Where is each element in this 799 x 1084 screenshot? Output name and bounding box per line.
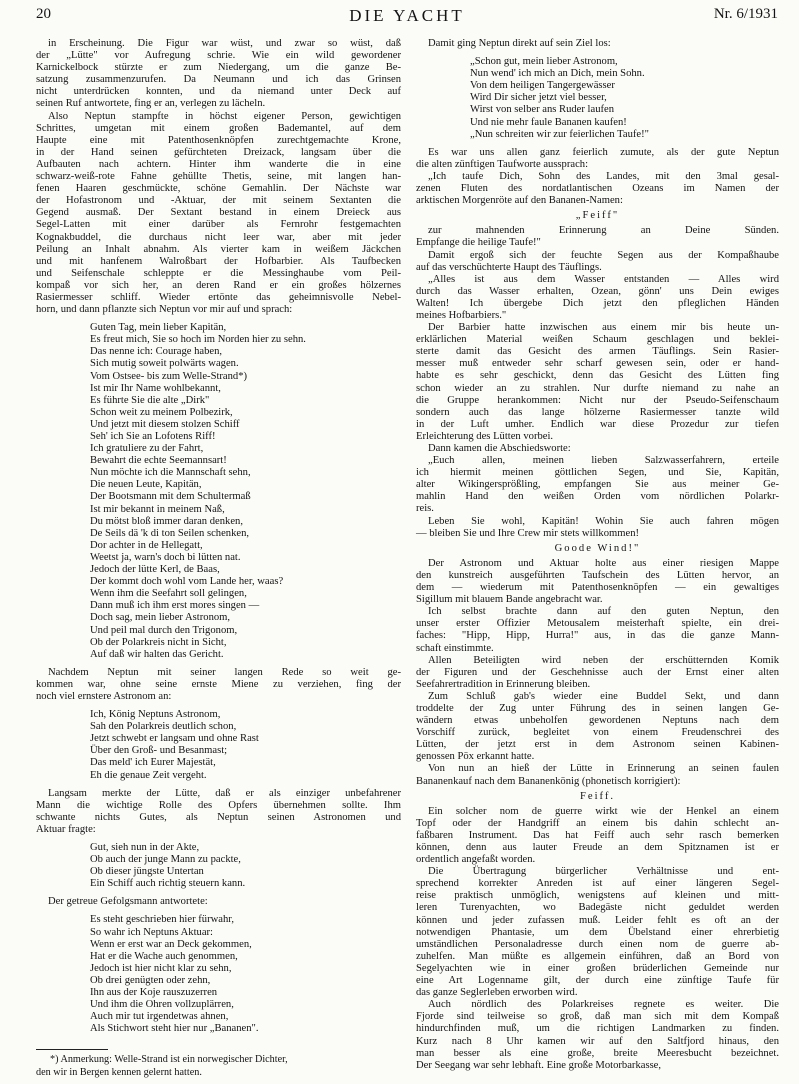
text-line: sterte damit das Gesicht des armen Täuflings. Sein Rasier- <box>416 346 779 358</box>
paragraph <box>36 38 401 111</box>
text-line: der „Lütte" vor Aufregung schrie. Wie ein wild gewordener <box>36 50 401 62</box>
verse-block <box>90 914 401 1035</box>
text-line: Ich, König Neptuns Astronom, <box>90 709 221 721</box>
text-line: arktischen Morgenröte auf den Bananen-Namen: <box>416 195 623 207</box>
text-line: schon wieder an zu strahlen. Nur durfte niemand zu nahe an <box>416 382 779 394</box>
text-line: dem — wiederum mit Patenthosenknöpfen — ein gewaltiges <box>416 582 779 594</box>
text-line: „Schon gut, mein lieber Astronom, <box>470 56 618 68</box>
text-line: Feiff. <box>579 790 616 802</box>
text-line: in der Luft umher. Endlich war diese Prozedur zur tiefen <box>416 418 779 430</box>
text-line: Die neuen Leute, Kapitän, <box>90 479 202 491</box>
paragraph <box>36 667 401 703</box>
text-line: Von dem heiligen Tangergewässer <box>470 80 615 92</box>
text-line: Der Bootsmann mit dem Schultermaß <box>90 491 251 503</box>
verse-block <box>90 842 401 890</box>
text-line: Der getreue Gefolgsmann antwortete: <box>48 896 208 908</box>
paragraph <box>416 999 779 1072</box>
text-line: schaft einstimmte. <box>416 642 494 654</box>
text-line: auf das verschüchterte Haupt des Täuflings. <box>416 261 602 273</box>
text-line: man besser als eine große, breite Meeresbucht bezeichnet. <box>416 1047 779 1059</box>
text-line: Ob der Polarkreis nicht in Sicht, <box>90 636 227 648</box>
text-line: schwante nichts Gutes, als Neptun seinen Astronomen und <box>36 811 401 823</box>
text-line: und mit hanfenem Walroßbart der Hofbarbier. Als Taufbecken <box>36 255 401 267</box>
paragraph <box>416 38 779 50</box>
text-line: Das meld' ich Eurer Majestät, <box>90 757 216 769</box>
paragraph <box>416 274 779 322</box>
text-line: Das nenne ich: Courage haben, <box>90 346 223 358</box>
page-number: 20 <box>36 6 51 22</box>
text-line: reise praktisch unmöglich, wenigstens auf kleinen und mitt- <box>416 890 779 902</box>
text-line: Und jetzt mit diesem stolzen Schiff <box>90 418 240 430</box>
text-line: „Feiff" <box>575 210 620 222</box>
text-line: können, denn aus lauter Freude an dem Spitznamen ist er <box>416 842 779 853</box>
text-line: Die Übertragung bürgerlicher Verhältnisse und ent- <box>428 866 779 878</box>
text-line: Dann muß ich ihm erst mores singen — <box>90 600 260 612</box>
text-line: Als Stichwort steht hier nur „Bananen". <box>90 1023 259 1035</box>
text-line: Kognakbuddel, die durchaus nicht leer war, aber mit jeder <box>36 231 401 243</box>
text-line: Und nie mehr faule Bananen kaufen! <box>470 116 627 128</box>
text-line: Dann kamen die Abschiedsworte: <box>428 443 571 454</box>
text-line: Jedoch der lütte Kerl, de Baas, <box>90 564 220 576</box>
text-line: Lütten, der jetzt erst in dem Astronom seinen Kabinen- <box>416 739 779 751</box>
text-line: Ob drei genügten oder zehn, <box>90 974 211 986</box>
text-line: Fjorde sind teilweise so groß, daß man sich mit dem Kompaß <box>416 1011 779 1023</box>
text-line: Es führte Sie die alte „Dirk" <box>90 394 210 406</box>
right-column <box>416 38 779 1075</box>
text-line: die alten zünftigen Taufworte aussprach: <box>416 158 589 170</box>
text-line: Wenn ihm die Seefahrt soll gelingen, <box>90 588 247 600</box>
text-line: habte es sehr geschickt, denn das Gesicht des Lütten fing <box>416 370 779 382</box>
verse-block <box>90 709 401 782</box>
text-line: Also Neptun stampfte in höchst eigener Person, gewichtigen <box>48 110 401 122</box>
text-line: zuhelfen. Man müßte es allgemein einführen, daß an Bord von <box>416 950 779 962</box>
text-line: Auch mir tut irgendetwas ahnen, <box>90 1011 229 1023</box>
text-line: So wahr ich Neptuns Aktuar: <box>90 926 213 938</box>
text-line: Guten Tag, mein lieber Kapitän, <box>90 322 227 334</box>
text-line: faches: "Hipp, Hipp, Hurra!" aus, in das die ganze Mann- <box>416 630 779 642</box>
text-line: Mann die wichtige Rolle des Opfers übernehmen sollte. Ihm <box>36 799 401 811</box>
text-line: Dor achter in de Hellegatt, <box>90 539 203 551</box>
text-line: können und jeder zufassen muß. Leider fehlt es oft an der <box>416 914 779 926</box>
text-line: Auf daß wir halten das Gericht. <box>90 648 224 660</box>
text-line: Haupte eine mit Patenthosenknöpfen zurechtgemachte Krone, <box>36 134 401 146</box>
paragraph <box>416 250 779 274</box>
text-line: Der Astronom und Aktuar holte aus einer riesigen Mappe <box>428 557 779 569</box>
text-line: in der Hand seinen gefürchteten Dreizack, langsam über die <box>36 146 401 158</box>
text-line: Vom Ostsee- bis zum Welle-Strand*) <box>90 370 248 382</box>
centered-line <box>416 543 779 555</box>
text-line: eine Art Logenname gilt, der durch eine zünftige Taufe für <box>416 975 779 987</box>
footnote <box>36 1054 401 1078</box>
text-line: Nachdem Neptun mit seiner langen Rede so weit ge- <box>48 666 401 678</box>
text-line: faßbaren Instrument. Das hat Feiff auch sehr rasch bemerken <box>416 829 779 841</box>
text-line: Wird Dir sicher jetzt viel besser, <box>470 92 607 104</box>
verse-block <box>470 56 779 141</box>
text-line: messer muß entweder sehr scharf gewesen sein, oder er hand- <box>416 358 779 370</box>
text-line: Nun wend' ich mich an Dich, mein Sohn. <box>470 68 645 80</box>
text-line: noch viel ernstere Astronom an: <box>36 690 172 702</box>
paragraph <box>416 443 779 455</box>
text-line: den kunstreich ausgeführten Taufschein des Lütten hervor, an <box>416 569 779 581</box>
text-line: Doch sag, mein lieber Astronom, <box>90 612 231 624</box>
text-line: Walten! Ich übergebe Dich jetzt den pfleglichen Händen <box>416 297 779 309</box>
paragraph <box>416 225 779 249</box>
text-line: durch das Wasser erhalten, Ozean, gönn' uns Dein ewiges <box>416 285 779 297</box>
text-line: Sigillum mit blauem Bande angebracht war. <box>416 594 603 606</box>
text-line: fenen Haaren geschmückte, schöne Gemahlin. Der Nächste war <box>36 183 401 195</box>
text-line: meines Hofbarbiers." <box>416 309 507 321</box>
left-column <box>36 38 401 1079</box>
text-line: der Hofastronom und -Aktuar, der mit seinem Sextanten die <box>36 195 401 207</box>
paragraph <box>36 788 401 836</box>
text-line: Der Barbier hatte inzwischen aus einem mir bis heute un- <box>428 322 779 334</box>
text-line: der Figuren und der Geschehnisse auch der Ernst einer alten <box>416 666 779 678</box>
text-line: notwendigen Phantasie, um dem Übelstand einer ehrerbietig <box>416 926 779 938</box>
verse-block <box>90 322 401 661</box>
text-line: satzung zusammenzurufen. Da Neumann und ich das Grinsen <box>36 74 401 86</box>
text-line: Topf oder der Handgriff an einem bis dahin schlecht an- <box>416 817 779 829</box>
text-line: Über den Groß- und Besanmast; <box>90 745 228 757</box>
text-line: Kurz nach 8 Uhr kamen wir auf den Saltfjord hinaus, den <box>416 1035 779 1047</box>
text-line: Segel-Latten mit einer darüber als Fernrohr festgemachten <box>36 219 401 231</box>
text-line: kompaß vor sich her, an deren Rand er ein großes hölzernes <box>36 279 401 291</box>
text-line: Karnickelbock stürzte er zum Niedergang, um die ganze Be- <box>36 62 401 74</box>
text-line: das ganze Seglerleben erworben wird. <box>416 987 578 999</box>
text-line: Ob auch der junge Mann zu packte, <box>90 854 241 866</box>
paragraph <box>416 866 779 999</box>
text-line: Zum Schluß gab's wieder eine Buddel Sekt, und dann <box>428 690 779 702</box>
text-line: sprechend korrekter Anreden ist auf einer längeren Segel- <box>416 878 779 890</box>
footnote-line: den wir in Bergen kennen gelernt hatten. <box>36 1066 202 1078</box>
text-line: Wenn er erst war an Deck gekommen, <box>90 938 252 950</box>
paragraph <box>416 606 779 654</box>
text-line: Du mötst bloß immer daran denken, <box>90 515 243 527</box>
paragraph <box>36 896 401 908</box>
text-line: Sich mutig soweit polwärts wagen. <box>90 358 239 370</box>
text-line: Sah den Polarkreis deutlich schon, <box>90 721 237 733</box>
text-line: sondern auch das lange hölzerne Rasiermesser tanzte wild <box>416 406 779 418</box>
text-line: Aufbauten nach achtern. Hinter ihm wanderte die in eine <box>36 158 401 170</box>
paragraph <box>416 516 779 540</box>
text-line: erklärlichen Material weißen Schaum geschlagen und beklei- <box>416 334 779 346</box>
text-line: Damit ergoß sich der feuchte Segen aus der Kompaßhaube <box>428 249 779 261</box>
text-line: Langsam merkte der Lütte, daß er als einziger unbefahrener <box>48 787 401 799</box>
text-line: nicht unterdrücken konnten, und da niemand unter Deck auf <box>36 86 401 98</box>
text-line: Seefahrertradition in Erinnerung bleiben. <box>416 678 591 690</box>
footnote-line: *) Anmerkung: Welle-Strand ist ein norwegischer Dichter, <box>50 1054 288 1066</box>
text-line: Aktuar fragte: <box>36 823 96 835</box>
paragraph <box>416 691 779 764</box>
text-line: Schon weit zu meinem Polbezirk, <box>90 406 233 418</box>
text-line: Ein Schiff auch richtig steuern kann. <box>90 878 246 890</box>
text-line: Gegend ausmaß. Der Sextant bestand in einem Dreieck aus <box>36 207 401 219</box>
text-line: Rasiermesser schliff. Wieder ertönte das geheimnisvolle Nebel- <box>36 291 401 303</box>
text-line: „Euch allen, meinen lieben Salzwasserfahrern, erteile <box>428 455 779 467</box>
text-line: leren Turenyachten, wo Badegäste nicht geduldet werden <box>416 902 779 914</box>
text-line: Vorschiff zurück, begleitet von einem Freudenschrei des <box>416 727 779 739</box>
text-line: „Nun schreiten wir zur feierlichen Taufe!" <box>470 128 649 140</box>
text-line: Damit ging Neptun direkt auf sein Ziel los: <box>428 38 611 49</box>
text-line: und Seifenschale schleppte er die Messinghaube vom Peil- <box>36 267 401 279</box>
text-line: Weetst ja, warn's doch bi lütten nat. <box>90 551 241 563</box>
text-line: Es war uns allen ganz feierlich zumute, als der gute Neptun <box>428 146 779 158</box>
text-line: Leben Sie wohl, Kapitän! Wohin Sie auch fahren mögen <box>428 515 779 527</box>
paragraph <box>416 558 779 606</box>
text-line: Der Seegang war sehr lebhaft. Eine große Motorbarkasse, <box>416 1059 662 1071</box>
issue-number: Nr. 6/1931 <box>713 6 778 22</box>
text-line: ich hiermit meinen göttlichen Segen, und Sie, Kapitän, <box>416 467 779 479</box>
text-line: die Gruppe herankommen: Nicht nur der Pseudo-Seifenschaum <box>416 394 779 406</box>
text-line: kommen war, ohne seine ernste Miene zu verziehen, fing der <box>36 678 401 690</box>
paragraph <box>416 806 779 866</box>
text-line: Und peil mal durch den Trigonom, <box>90 624 238 636</box>
text-line: Gut, sieh nun in der Akte, <box>90 842 200 853</box>
paragraph <box>416 322 779 443</box>
centered-line <box>416 791 779 803</box>
text-line: horn, und dann pflanzte sich Neptun vor mir auf und sprach: <box>36 304 293 316</box>
text-line: Goode Wind!" <box>554 542 641 554</box>
text-line: Wirst von selber ans Ruder laufen <box>470 104 615 116</box>
text-line: genossen Pöx erkannt hatte. <box>416 751 535 763</box>
text-line: ordentlich angefaßt worden. <box>416 854 536 866</box>
text-line: alter Wikingersprößling, empfangen Sie aus meiner Ge- <box>416 479 779 491</box>
paragraph <box>416 763 779 787</box>
text-line: Empfange die heilige Taufe!" <box>416 237 541 249</box>
text-line: mahlin Hand den weißen Orden vom nördlichen Polarkr- <box>416 491 779 503</box>
page-header <box>36 6 778 28</box>
text-line: Jedoch ist hier nicht klar zu sehn, <box>90 962 232 974</box>
text-line: unser erster Offizier Metousalem meisterhaft spielte, ein drei- <box>416 618 779 630</box>
text-line: Eh die genaue Zeit vergeht. <box>90 769 207 781</box>
text-line: schwarz-weiß-rote Fahne gehüllte Thetis, seine, mit langen han- <box>36 171 401 183</box>
text-line: zenen Fluten des nordatlantischen Ozeans im Namen der <box>416 183 779 195</box>
text-line: troddelte der Zug unter Führung des in seinen langen Ge- <box>416 702 779 714</box>
text-line: Ein solcher nom de guerre wirkt wie der Henkel an einem <box>428 805 779 817</box>
paragraph <box>36 111 401 317</box>
text-line: Es freut mich, Sie so hoch im Norden hier zu sehn. <box>90 334 306 346</box>
text-line: Ich selbst brachte dann auf den guten Neptun, den <box>428 606 779 618</box>
text-line: Allen Beteiligten wird neben der erschütternden Komik <box>428 654 779 666</box>
paragraph <box>416 147 779 171</box>
text-line: Ist mir bekannt in meinem Naß, <box>90 503 225 515</box>
text-line: Und ihm die Ohren vollzuplärren, <box>90 999 234 1011</box>
footnote-rule <box>36 1049 108 1050</box>
text-line: Ich gratuliere zu der Fahrt, <box>90 443 204 455</box>
text-line: wändern etwas unbeholfen gewordenen Neptuns nach dem <box>416 715 779 727</box>
text-line: Ob dieser jüngste Untertan <box>90 866 204 878</box>
text-line: reis. <box>416 503 434 515</box>
text-line: Es steht geschrieben hier fürwahr, <box>90 914 235 926</box>
text-line: hindurchfinden muß, um die richtigen Landmarken zu finden. <box>416 1023 779 1035</box>
text-line: Von nun an hieß der Lütte in Erinnerung an seinen faulen <box>428 763 779 775</box>
text-line: Peilung an Inhalt abnahm. Als vierter kam in weißem Jäckchen <box>36 243 401 255</box>
text-line: Auch nördlich des Polarkreises regnete es weiter. Die <box>428 999 779 1011</box>
paragraph <box>416 171 779 207</box>
text-line: Der kommt doch wohl vom Lande her, waas? <box>90 576 284 588</box>
text-line: umständlichen Personaladresse durch einen nom de guerre ab- <box>416 938 779 950</box>
text-line: Seh' ich Sie an Lofotens Riff! <box>90 431 216 442</box>
magazine-title: DIE YACHT <box>349 6 465 25</box>
text-line: Nun möchte ich die Mannschaft sehn, <box>90 467 251 479</box>
text-line: Bananenkauf nach dem Bananenkönig (phonetisch korrigiert): <box>416 775 681 787</box>
centered-line <box>416 210 779 222</box>
text-line: „Alles ist aus dem Wasser entstanden — Alles wird <box>428 273 779 285</box>
paragraph <box>416 655 779 691</box>
text-line: — bleiben Sie und Ihre Crew mir stets willkommen! <box>416 527 640 539</box>
text-line: seinen Ruf antwortete, fing er an, verlegen zu lächeln. <box>36 98 266 110</box>
text-line: Schrittes, umgetan mit einem großen Bademantel, auf dem <box>36 122 401 134</box>
text-line: Hat er die Wache auch genommen, <box>90 950 238 962</box>
text-line: in Erscheinung. Die Figur war wüst, und zwar so wüst, daß <box>48 38 401 49</box>
text-line: Ihn aus der Koje rauszuzerren <box>90 987 218 999</box>
text-line: Segelyachten wie in einer großen brüderlichen Gemeinde nur <box>416 962 779 974</box>
text-line: Ist mir Ihr Name wohlbekannt, <box>90 382 221 394</box>
text-line: „Ich taufe Dich, Sohn des Landes, mit den 3mal gesal- <box>428 170 779 182</box>
text-line: De Seils dä 'k di ton Seilen schenken, <box>90 527 250 539</box>
text-line: Bewahrt die echte Seemannsart! <box>90 455 227 467</box>
text-line: Jetzt schwebt er langsam und ohne Rast <box>90 733 259 745</box>
text-line: zur mahnenden Erinnerung an Deine Sünden. <box>428 225 779 237</box>
text-line: Erleichterung des Lütten vorbei. <box>416 430 554 442</box>
paragraph <box>416 455 779 515</box>
